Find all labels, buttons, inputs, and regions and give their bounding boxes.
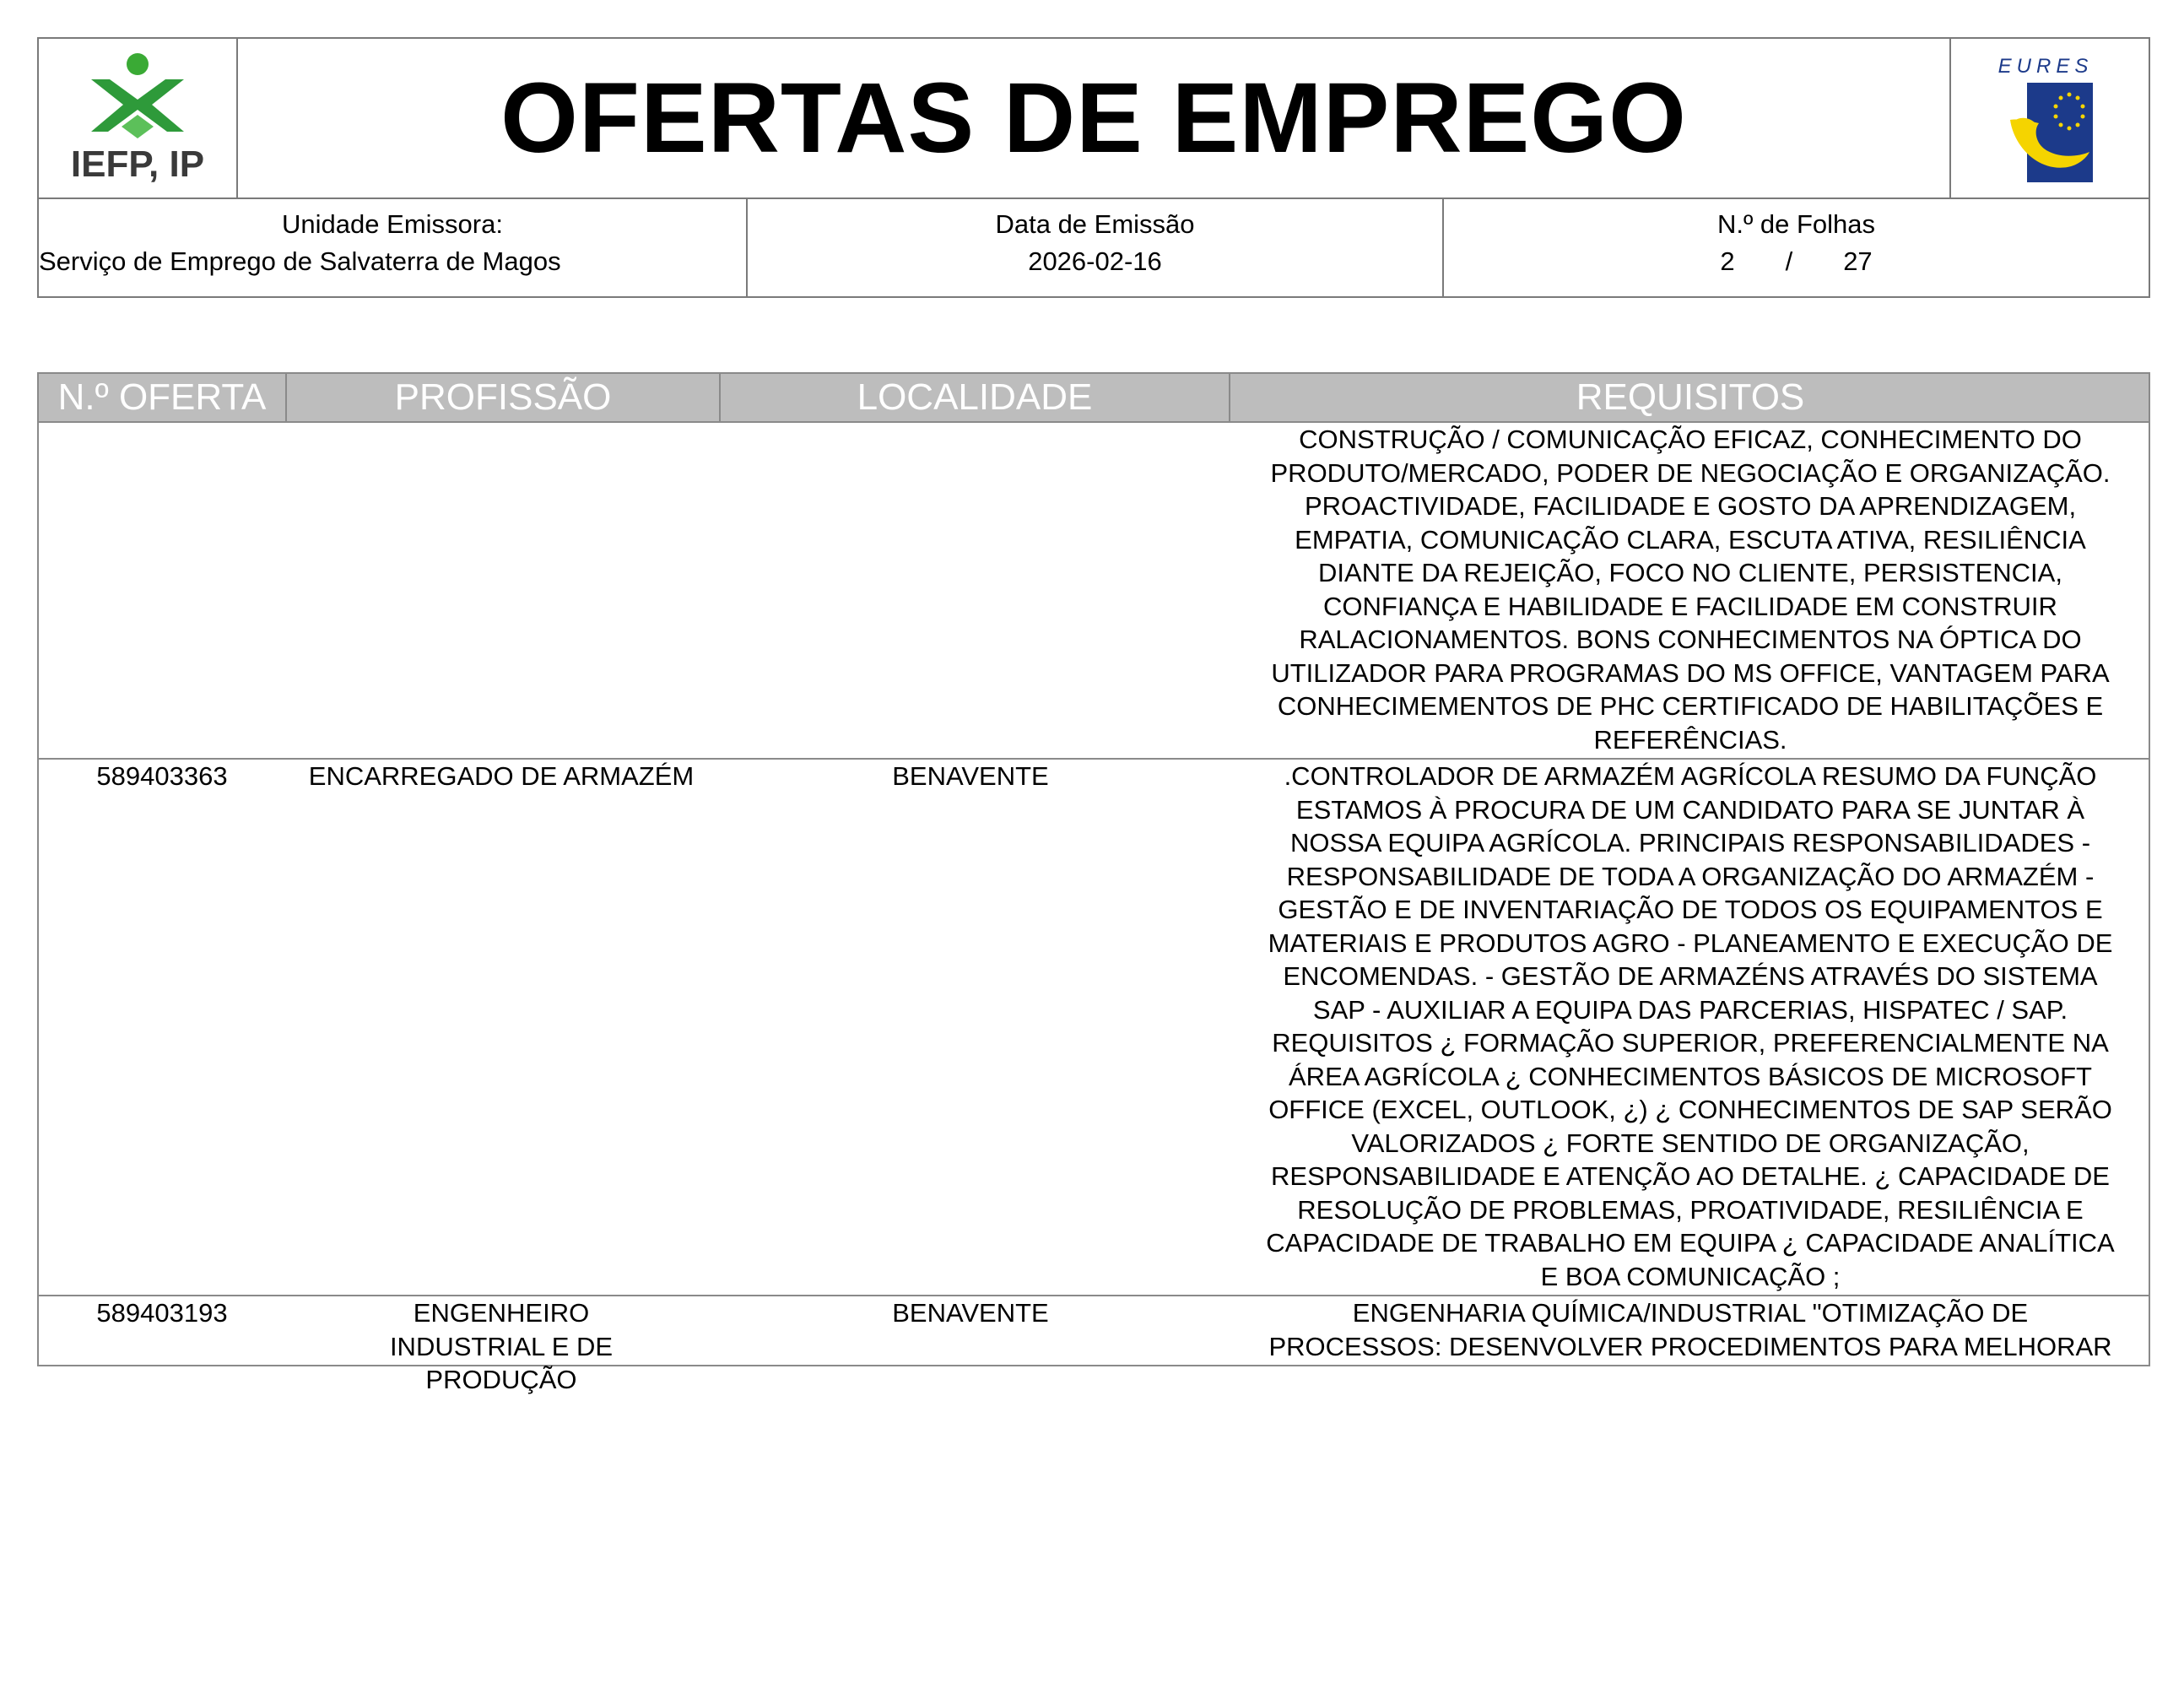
- cell-oferta: 589403363: [96, 761, 228, 791]
- cell-requisitos: [1230, 423, 2150, 756]
- requisitos-line: OFFICE (EXCEL, OUTLOOK, ¿) ¿ CONHECIMENTOS DE SAP SERÃO: [1268, 1095, 2112, 1124]
- requisitos-line: GESTÃO E DE INVENTARIAÇÃO DE TODOS OS EQUIPAMENTOS E: [1278, 895, 2103, 924]
- unidade-emissora: [39, 199, 748, 296]
- unidade-label: Unidade Emissora:: [282, 209, 503, 239]
- page-title: OFERTAS DE EMPREGO: [500, 62, 1687, 174]
- header-top-row: [39, 39, 2149, 199]
- header-oferta: N.º OFERTA: [39, 374, 287, 421]
- requisitos-line: ÁREA AGRÍCOLA ¿ CONHECIMENTOS BÁSICOS DE MICROSOFT: [1289, 1061, 2092, 1091]
- table-row: [37, 423, 2150, 760]
- header-requisitos: REQUISITOS: [1576, 376, 1805, 418]
- folha-atual: 2: [1720, 246, 1735, 276]
- table-header: [37, 372, 2150, 423]
- requisitos-line: RESPONSABILIDADE E ATENÇÃO AO DETALHE. ¿ CAPACIDADE DE: [1271, 1161, 2110, 1191]
- header-meta-row: [39, 199, 2149, 296]
- eures-emblem-icon: [1951, 39, 2149, 197]
- requisitos-line: RESPONSABILIDADE DE TODA A ORGANIZAÇÃO DO ARMAZÉM -: [1286, 861, 2095, 891]
- document-header: [37, 37, 2150, 298]
- folha-separator: /: [1785, 246, 1793, 276]
- cell-localidade: BENAVENTE: [892, 761, 1049, 791]
- requisitos-line: CONSTRUÇÃO / COMUNICAÇÃO EFICAZ, CONHECIMENTO DO: [1299, 425, 2082, 454]
- cell-requisitos: [1230, 760, 2150, 1293]
- requisitos-line: RESOLUÇÃO DE PROBLEMAS, PROATIVIDADE, RESILIÊNCIA E: [1297, 1194, 2084, 1225]
- folha-total: 27: [1843, 246, 1873, 276]
- table-body: [37, 423, 2150, 1394]
- unidade-value: Serviço de Emprego de Salvaterra de Magos: [39, 246, 561, 276]
- eures-logo: [1949, 39, 2149, 197]
- requisitos-line: PROACTIVIDADE, FACILIDADE E GOSTO DA APRENDIZAGEM,: [1304, 491, 2077, 521]
- requisitos-line: ESTAMOS À PROCURA DE UM CANDIDATO PARA SE JUNTAR À: [1295, 794, 2085, 825]
- header-profissao: PROFISSÃO: [287, 374, 721, 421]
- data-emissao: [748, 199, 1444, 296]
- requisitos-line: MATERIAIS E PRODUTOS AGRO - PLANEAMENTO E EXECUÇÃO DE: [1268, 928, 2113, 958]
- header-localidade: LOCALIDADE: [721, 374, 1230, 421]
- requisitos-line: NOSSA EQUIPA AGRÍCOLA. PRINCIPAIS RESPONSABILIDADES -: [1289, 828, 2091, 858]
- numero-folhas: [1444, 199, 2149, 296]
- requisitos-line: VALORIZADOS ¿ FORTE SENTIDO DE ORGANIZAÇÃO,: [1351, 1128, 2030, 1158]
- folhas-value: [1444, 243, 2149, 280]
- requisitos-line: UTILIZADOR PARA PROGRAMAS DO MS OFFICE, VANTAGEM PARA: [1271, 657, 2110, 688]
- requisitos-line: REQUISITOS ¿ FORMAÇÃO SUPERIOR, PREFERENCIALMENTE NA: [1272, 1028, 2109, 1058]
- requisitos-line: ENCOMENDAS. - GESTÃO DE ARMAZÉNS ATRAVÉS DO SISTEMA: [1283, 961, 2098, 991]
- requisitos-line: SAP - AUXILIAR A EQUIPA DAS PARCERIAS, HISPATEC / SAP.: [1312, 994, 2068, 1025]
- requisitos-line: EMPATIA, COMUNICAÇÃO CLARA, ESCUTA ATIVA, RESILIÊNCIA: [1295, 524, 2086, 555]
- requisitos-line: REFERÊNCIAS.: [1593, 724, 1787, 755]
- eures-logo-text: EURES: [1997, 55, 2094, 78]
- requisitos-line: CAPACIDADE DE TRABALHO EM EQUIPA ¿ CAPACIDADE ANALÍTICA: [1266, 1228, 2115, 1258]
- requisitos-line: CONHECIMEMENTOS DE PHC CERTIFICADO DE HABILITAÇÕES E: [1277, 691, 2104, 721]
- requisitos-line: .CONTROLADOR DE ARMAZÉM AGRÍCOLA RESUMO DA FUNÇÃO: [1284, 761, 2097, 791]
- requisitos-line: ENGENHARIA QUÍMICA/INDUSTRIAL "OTIMIZAÇÃO DE: [1352, 1298, 2029, 1328]
- iefp-logo-text: IEFP, IP: [70, 143, 205, 185]
- cell-oferta: 589403193: [96, 1298, 228, 1328]
- data-value: 2026-02-16: [1028, 246, 1162, 276]
- data-label: Data de Emissão: [995, 209, 1195, 239]
- iefp-logo: [39, 39, 238, 197]
- folhas-label: N.º de Folhas: [1716, 209, 1876, 239]
- ofertas-table: [37, 372, 2150, 1394]
- requisitos-line: RALACIONAMENTOS. BONS CONHECIMENTOS NA ÓPTICA DO: [1299, 625, 2082, 654]
- cell-profissao: ENCARREGADO DE ARMAZÉM: [308, 761, 695, 791]
- requisitos-line: CONFIANÇA E HABILIDADE E FACILIDADE EM CONSTRUIR: [1323, 591, 2057, 621]
- requisitos-line: PRODUTO/MERCADO, PODER DE NEGOCIAÇÃO E ORGANIZAÇÃO.: [1270, 457, 2111, 488]
- table-row: [37, 1296, 2150, 1394]
- cell-localidade: BENAVENTE: [892, 1298, 1049, 1328]
- requisitos-line: E BOA COMUNICAÇÃO ;: [1540, 1261, 1841, 1291]
- cell-requisitos: [1230, 1296, 2150, 1363]
- requisitos-line: PROCESSOS: DESENVOLVER PROCEDIMENTOS PARA MELHORAR: [1268, 1331, 2112, 1361]
- table-row: [37, 760, 2150, 1296]
- cell-profissao: ENGENHEIRO INDUSTRIAL E DE PRODUÇÃO: [389, 1298, 614, 1394]
- requisitos-line: DIANTE DA REJEIÇÃO, FOCO NO CLIENTE, PERSISTENCIA,: [1318, 558, 2062, 587]
